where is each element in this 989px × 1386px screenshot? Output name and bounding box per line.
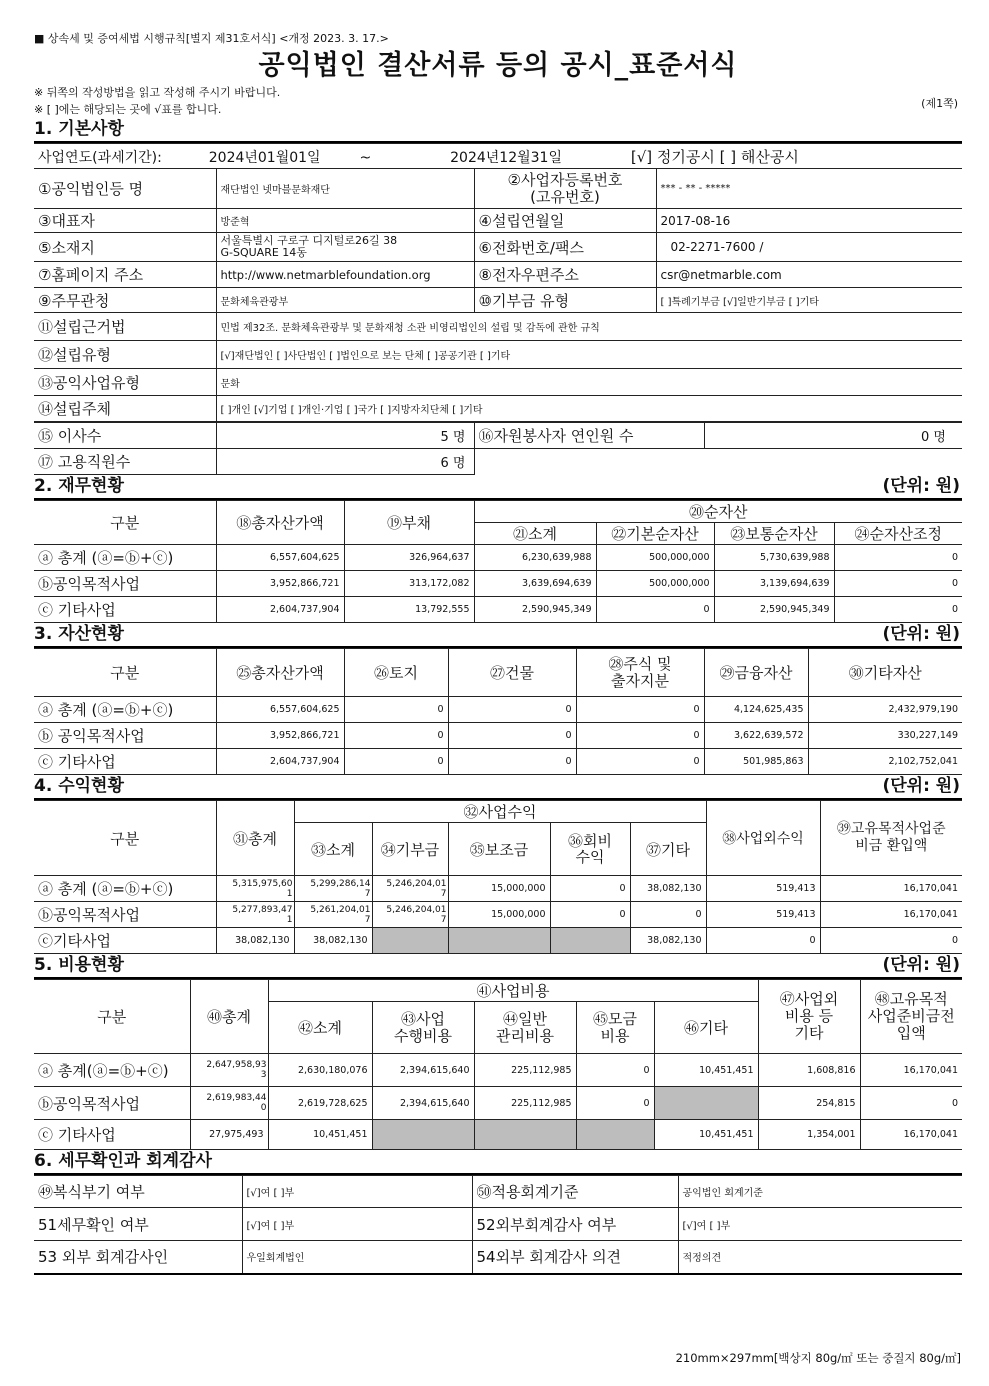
s3-h-bldg: ㉗건물: [448, 649, 576, 697]
row-label: ⓐ 총계(ⓐ=ⓑ+ⓒ): [34, 1054, 190, 1087]
section-5-unit: (단위: 원): [882, 955, 960, 975]
cell-line: 5,299,286,14: [310, 878, 371, 889]
cell: 2,590,945,349: [474, 597, 596, 623]
revenue-table: [34, 800, 962, 954]
s5-h-admin-2: 관리비용: [496, 1026, 554, 1045]
row-label: ⓒ 기타사업: [34, 597, 216, 623]
cell: [216, 876, 294, 902]
table-row: [34, 697, 962, 723]
cell: 10,451,451: [654, 1120, 758, 1150]
section-6-title-text: 6. 세무확인과 회계감사: [34, 1151, 212, 1171]
row-label: ⓐ 총계 (ⓐ=ⓑ+ⓒ): [34, 697, 216, 723]
tax-label: 51세무확인 여부: [34, 1208, 242, 1241]
paper-spec: 210mm×297mm[백상지 80g/㎡ 또는 중질지 80g/㎡]: [675, 1351, 961, 1365]
cell: 1,608,816: [758, 1054, 860, 1087]
section-2-title: [34, 475, 962, 500]
home-label: ⑦홈페이지 주소: [34, 262, 216, 288]
directors-value: 5 명: [216, 423, 474, 449]
cell: 38,082,130: [630, 876, 706, 902]
section-3-title-text: 3. 자산현황: [34, 624, 124, 644]
s5-h-nonbiz-1: ㊼사업외: [779, 990, 839, 1008]
cell-line: 5,246,204,01: [386, 904, 447, 915]
s4-h-nonbiz: ㊳사업외수익: [706, 801, 820, 876]
empty-cell: [474, 449, 962, 475]
cell: 3,639,694,639: [474, 571, 596, 597]
s3-h-etc: ㉚기타자산: [808, 649, 962, 697]
section-4-unit: (단위: 원): [882, 776, 960, 796]
addr-line-1: 서울특별시 구로구 디지털로26길 38: [220, 234, 398, 247]
s5-h-total: ㊵총계: [190, 980, 268, 1054]
section-5-title-text: 5. 비용현황: [34, 955, 124, 975]
cell-line: 7: [364, 888, 371, 899]
table-row: [34, 1054, 962, 1087]
note-2: [34, 97, 962, 118]
email-label: ⑧전자우편주소: [474, 262, 656, 288]
cell: [294, 876, 372, 902]
cell: [190, 1054, 268, 1087]
cell: 2,630,180,076: [268, 1054, 372, 1087]
rep-label: ③대표자: [34, 209, 216, 233]
page-number: (제1쪽): [921, 97, 958, 110]
audit-value: [√]여 [ ]부: [678, 1208, 962, 1241]
cell: [372, 876, 448, 902]
s5-h-exec-1: ㊸사업: [401, 1009, 445, 1028]
row-label: ⓑ 공익목적사업: [34, 723, 216, 749]
purpose-label: ⑬공익사업유형: [34, 369, 216, 396]
section-6-title: [34, 1150, 962, 1175]
row-label: ⓐ 총계 (ⓐ=ⓑ+ⓒ): [34, 876, 216, 902]
cell: 16,170,041: [860, 1120, 962, 1150]
row-label: ⓐ 총계 (ⓐ=ⓑ+ⓒ): [34, 545, 216, 571]
s2-h-normal: ㉓보통순자산: [714, 523, 834, 545]
section-4-title-text: 4. 수익현황: [34, 776, 124, 796]
bookkeeping-value: [√]여 [ ]부: [242, 1176, 472, 1208]
addr-line-2: G-SQUARE 14동: [220, 246, 307, 259]
s3-h-stock-1: ㉘주식 및: [608, 654, 672, 673]
s4-h-total: ㉛총계: [216, 801, 294, 876]
cell: 3,139,694,639: [714, 571, 834, 597]
note-1: [34, 84, 962, 101]
cell: 0: [834, 597, 962, 623]
s5-h-nonbiz-3: 기타: [794, 1024, 824, 1042]
cell: 1,354,001: [758, 1120, 860, 1150]
audit-label: 52외부회계감사 여부: [472, 1208, 678, 1241]
cell: 330,227,149: [808, 723, 962, 749]
cell: 16,170,041: [820, 876, 962, 902]
s2-h-debt: ⑲부채: [344, 501, 474, 545]
addr-label: ⑤소재지: [34, 233, 216, 262]
s4-h-biz: ㉜사업수익: [294, 801, 706, 823]
cell: 5,730,639,988: [714, 545, 834, 571]
tel-label: ⑥전화번호/팩스: [474, 233, 656, 262]
period-row: [34, 144, 962, 169]
cell: 500,000,000: [596, 545, 714, 571]
cell: 0: [448, 697, 576, 723]
s3-h-total: ㉕총자산가액: [216, 649, 344, 697]
bizno-label-1: ②사업자등록번호: [507, 170, 623, 189]
cell: 2,604,737,904: [216, 749, 344, 775]
tel-value: 02-2271-7600 /: [656, 233, 962, 262]
s5-h-admin-1: ㊹일반: [503, 1009, 547, 1028]
cell: 326,964,637: [344, 545, 474, 571]
donation-label: ⑩기부금 유형: [474, 288, 656, 313]
row-label: ⓒ 기타사업: [34, 1120, 190, 1150]
cell: 38,082,130: [630, 928, 706, 954]
cell-line: 7: [440, 914, 447, 925]
table-row: [34, 876, 962, 902]
section-2-title-text: 2. 재무현황: [34, 476, 124, 496]
table-row: [34, 597, 962, 623]
section-1-title: [34, 118, 962, 143]
s3-h-stock-2: 출자지분: [611, 671, 669, 690]
cell-line: 3: [260, 1070, 267, 1080]
s5-h-fund-2: 비용: [600, 1026, 630, 1045]
table-row: [34, 723, 962, 749]
period-end: 2024년12월31일: [450, 149, 562, 166]
row-label: ⓑ공익목적사업: [34, 902, 216, 928]
cell: 2,394,615,640: [372, 1054, 474, 1087]
s5-h-reserve: [860, 980, 962, 1054]
row-label: ⓒ 기타사업: [34, 749, 216, 775]
opinion-label: 54외부 회계감사 의견: [472, 1241, 678, 1274]
s3-h-gubun: 구분: [34, 649, 216, 697]
cell: 6,557,604,625: [216, 697, 344, 723]
auditor-label: 53 외부 회계감사인: [34, 1241, 242, 1274]
basic-info-table: [34, 143, 962, 422]
cell-line: 2,647,958,93: [206, 1060, 267, 1070]
period-start: 2024년01월01일: [208, 149, 321, 166]
gray-cell: [550, 928, 630, 954]
cell: 0: [448, 723, 576, 749]
note-1-text: ※ 뒤쪽의 작성방법을 읽고 작성해 주시기 바랍니다.: [34, 86, 281, 99]
section-3-unit: (단위: 원): [882, 624, 960, 644]
home-value: http://www.netmarblefoundation.org: [216, 262, 474, 288]
auditor-value: 우일회계법인: [242, 1241, 472, 1274]
cell: 15,000,000: [448, 876, 550, 902]
cell: 15,000,000: [448, 902, 550, 928]
s2-h-sub: ㉑소계: [474, 523, 596, 545]
s5-h-reserve-3: 입액: [896, 1024, 926, 1042]
cell: 2,102,752,041: [808, 749, 962, 775]
employees-value: 6 명: [216, 449, 474, 475]
s5-h-reserve-2: 사업준비금전: [867, 1007, 955, 1025]
s4-h-reserve-1: ㊴고유목적사업준: [836, 821, 946, 837]
cell-line: 7: [440, 888, 447, 899]
period-tilde: ~: [359, 149, 372, 166]
s4-h-gubun: 구분: [34, 801, 216, 876]
s2-h-total: ⑱총자산가액: [216, 501, 344, 545]
section-4-title: [34, 775, 962, 800]
cell-line: 1: [286, 888, 293, 899]
cell: 16,170,041: [860, 1054, 962, 1087]
cell: 0: [448, 749, 576, 775]
table-row: [34, 928, 962, 954]
basis-label: ⑪설립근거법: [34, 313, 216, 341]
cell: 500,000,000: [596, 571, 714, 597]
type-value: [√]재단법인 [ ]사단법인 [ ]법인으로 보는 단체 [ ]공공기관 [ ]기타: [216, 341, 962, 369]
s5-h-nonbiz-2: 비용 등: [784, 1007, 834, 1025]
headcount-table: [34, 422, 962, 475]
s5-h-etc: ㊻기타: [654, 1002, 758, 1054]
authority-label: ⑨주무관청: [34, 288, 216, 313]
table-row: [34, 1120, 962, 1150]
cell: 4,124,625,435: [704, 697, 808, 723]
cell: 16,170,041: [820, 902, 962, 928]
cell: 501,985,863: [704, 749, 808, 775]
cell: 313,172,082: [344, 571, 474, 597]
type-label: ⑫설립유형: [34, 341, 216, 369]
gray-cell: [474, 1120, 576, 1150]
table-row: [34, 571, 962, 597]
standard-value: 공익법인 회계기준: [678, 1176, 962, 1208]
founded-value: 2017-08-16: [656, 209, 962, 233]
s4-h-sub: ㉝소계: [294, 823, 372, 876]
table-row: [34, 1087, 962, 1120]
founded-label: ④설립연월일: [474, 209, 656, 233]
s4-h-reserve: [820, 801, 962, 876]
cell-line: 5,246,204,01: [386, 878, 447, 889]
email-value: csr@netmarble.com: [656, 262, 962, 288]
cell: 0: [576, 723, 704, 749]
period-label: 사업연도(과세기간):: [38, 149, 162, 166]
tax-value: [√]여 [ ]부: [242, 1208, 472, 1241]
bizno-value: *** - ** - *****: [656, 169, 962, 209]
section-1-title-text: 1. 기본사항: [34, 119, 124, 139]
cell: [190, 1087, 268, 1120]
cell: 13,792,555: [344, 597, 474, 623]
cell: [216, 902, 294, 928]
s5-h-nonbiz: [758, 980, 860, 1054]
section-5-title: [34, 954, 962, 979]
cell: 254,815: [758, 1087, 860, 1120]
basis-value: 민법 제32조. 문화체육관광부 및 문화재청 소관 비영리법인의 설립 및 감독에 관한 규칙: [216, 313, 962, 341]
cell: 0: [576, 697, 704, 723]
cell: 0: [596, 597, 714, 623]
form-title: 공익법인 결산서류 등의 공시_표준서식: [258, 50, 738, 81]
row-label: ⓒ기타사업: [34, 928, 216, 954]
cell: 0: [344, 697, 448, 723]
cell: 0: [344, 723, 448, 749]
cell: 2,432,979,190: [808, 697, 962, 723]
s4-h-fee: [550, 823, 630, 876]
table-row: [34, 545, 962, 571]
bookkeeping-label: ㊾복식부기 여부: [34, 1176, 242, 1208]
addr-value: [216, 233, 474, 262]
s3-h-land: ㉖토지: [344, 649, 448, 697]
cell: 0: [576, 749, 704, 775]
cell-line: 1: [286, 914, 293, 925]
name-value: 재단법인 넷마블문화재단: [216, 169, 474, 209]
s4-h-reserve-2: 비금 환입액: [855, 838, 928, 854]
cell: [372, 902, 448, 928]
cell: 0: [630, 902, 706, 928]
gray-cell: [576, 1120, 654, 1150]
expense-table: [34, 979, 962, 1150]
gray-cell: [654, 1087, 758, 1120]
employees-label: ⑰ 고용직원수: [34, 449, 216, 475]
s5-h-fund-1: ㊺모금: [593, 1009, 637, 1028]
cell: 0: [834, 571, 962, 597]
purpose-value: 문화: [216, 369, 962, 396]
gray-cell: [372, 1120, 474, 1150]
cell: 2,619,728,625: [268, 1087, 372, 1120]
bizno-label-2: (고유번호): [530, 187, 600, 206]
cell: 0: [576, 1054, 654, 1087]
gray-cell: [448, 928, 550, 954]
standard-label: ㊿적용회계기준: [472, 1176, 678, 1208]
cell: 3,622,639,572: [704, 723, 808, 749]
s3-h-stock: [576, 649, 704, 697]
s4-h-subsidy: ㉟보조금: [448, 823, 550, 876]
s2-h-adj: ㉔순자산조정: [834, 523, 962, 545]
founder-label: ⑭설립주체: [34, 396, 216, 422]
opinion-value: 적정의견: [678, 1241, 962, 1274]
cell: 3,952,866,721: [216, 571, 344, 597]
section-2-unit: (단위: 원): [882, 476, 960, 496]
cell: 0: [576, 1087, 654, 1120]
cell-line: 5,277,893,47: [232, 904, 293, 915]
cell: 27,975,493: [190, 1120, 268, 1150]
s3-h-fin: ㉙금융자산: [704, 649, 808, 697]
cell: 0: [860, 1087, 962, 1120]
volunteers-value: 0 명: [704, 423, 962, 449]
cell: 38,082,130: [216, 928, 294, 954]
cell: 519,413: [706, 902, 820, 928]
cell: 2,394,615,640: [372, 1087, 474, 1120]
section-3-title: [34, 623, 962, 648]
cell-line: 5,261,204,01: [310, 904, 371, 915]
cell: 6,230,639,988: [474, 545, 596, 571]
cell-line: 2,619,983,44: [206, 1093, 267, 1103]
s4-h-fee-1: ㊱회비: [568, 832, 612, 850]
s5-h-admin: [474, 1002, 576, 1054]
s2-h-basic: ㉒기본순자산: [596, 523, 714, 545]
cell: 225,112,985: [474, 1087, 576, 1120]
s5-h-sub: ㊷소계: [268, 1002, 372, 1054]
cell: 6,557,604,625: [216, 545, 344, 571]
volunteers-label: ⑯자원봉사자 연인원 수: [474, 423, 704, 449]
s5-h-fund: [576, 1002, 654, 1054]
s2-h-gubun: 구분: [34, 501, 216, 545]
cell: 10,451,451: [268, 1120, 372, 1150]
gray-cell: [372, 928, 448, 954]
row-label: ⓑ공익목적사업: [34, 1087, 190, 1120]
donation-value: [ ]특례기부금 [√]일반기부금 [ ]기타: [656, 288, 962, 313]
cell: 0: [550, 876, 630, 902]
table-row: [34, 749, 962, 775]
cell: 10,451,451: [654, 1054, 758, 1087]
table-row: [34, 902, 962, 928]
cell: 0: [820, 928, 962, 954]
disclosure-type: [√] 정기공시 [ ] 해산공시: [630, 147, 799, 166]
cell: 38,082,130: [294, 928, 372, 954]
founder-value: [ ]개인 [√]기업 [ ]개인·기업 [ ]국가 [ ]지방자치단체 [ ]기타: [216, 396, 962, 422]
form-page: [34, 30, 962, 1275]
s5-h-bizcost: ㊶사업비용: [268, 980, 758, 1002]
cell: 519,413: [706, 876, 820, 902]
cell: 0: [344, 749, 448, 775]
audit-table: [34, 1175, 962, 1275]
s4-h-donation: ㉞기부금: [372, 823, 448, 876]
s5-h-exec-2: 수행비용: [394, 1026, 452, 1045]
name-label: ①공익법인등 명: [34, 169, 216, 209]
cell: 2,604,737,904: [216, 597, 344, 623]
s2-h-net: ⑳순자산: [474, 501, 962, 523]
cell: 0: [706, 928, 820, 954]
assets-table: [34, 648, 962, 775]
authority-value: 문화체육관광부: [216, 288, 474, 313]
s4-h-fee-2: 수익: [575, 848, 605, 866]
s5-h-gubun: 구분: [34, 980, 190, 1054]
bizno-label: [474, 169, 656, 209]
s4-h-etc: ㊲기타: [630, 823, 706, 876]
finance-table: [34, 500, 962, 623]
cell: 0: [834, 545, 962, 571]
directors-label: ⑮ 이사수: [34, 423, 216, 449]
regulation-line: ■ 상속세 및 증여세법 시행규칙[별지 제31호서식] <개정 2023. 3. 17.>: [34, 32, 389, 45]
row-label: ⓑ공익목적사업: [34, 571, 216, 597]
cell-line: 5,315,975,60: [232, 878, 293, 889]
note-2-text: ※ [ ]에는 해당되는 곳에 √표를 합니다.: [34, 103, 222, 116]
cell: 2,590,945,349: [714, 597, 834, 623]
cell-line: 0: [260, 1103, 267, 1113]
cell: [294, 902, 372, 928]
cell: 0: [550, 902, 630, 928]
cell: 3,952,866,721: [216, 723, 344, 749]
s5-h-exec: [372, 1002, 474, 1054]
s5-h-reserve-1: ㊽고유목적: [874, 990, 948, 1008]
cell: 225,112,985: [474, 1054, 576, 1087]
rep-value: 방준혁: [216, 209, 474, 233]
cell-line: 7: [364, 914, 371, 925]
